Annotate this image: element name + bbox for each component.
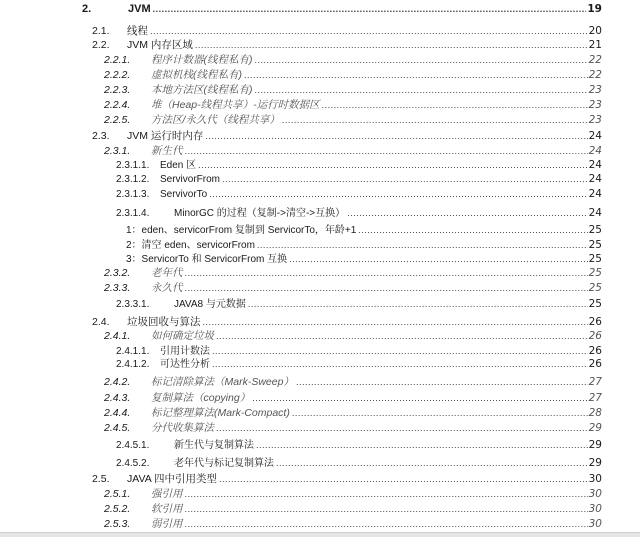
toc-entry-title: 1：eden、servicorFrom 复制到 ServicorTo，年龄+1 <box>126 225 357 236</box>
toc-entry[interactable] <box>104 391 602 405</box>
toc-entry-title: 新生代与复制算法 <box>174 440 254 451</box>
toc-entry[interactable] <box>104 144 602 158</box>
toc-entry-title: 老年代与标记复制算法 <box>174 458 274 469</box>
toc-entry[interactable] <box>104 68 602 82</box>
toc-entry-title: 虚拟机栈(线程私有) <box>151 69 242 81</box>
toc-entry-number: 2.5.1. <box>104 488 131 500</box>
toc-entry-page: 27 <box>588 392 602 404</box>
toc-entry-page: 21 <box>588 39 602 51</box>
dot-leader <box>276 456 588 470</box>
toc-entry-page: 24 <box>588 145 602 157</box>
toc-entry-number: 2.3.3. <box>104 282 131 294</box>
toc-entry-page: 30 <box>588 518 602 530</box>
toc-entry-page: 22 <box>588 69 602 81</box>
toc-entry-page: 25 <box>588 224 602 236</box>
toc-entry[interactable] <box>104 53 602 67</box>
toc-entry-title: 弱引用 <box>151 518 183 530</box>
toc-entry[interactable] <box>104 406 602 420</box>
toc-entry-page: 24 <box>588 159 602 171</box>
toc-entry-page: 25 <box>588 267 602 279</box>
toc-entry-title: 2：清空 eden、servicorFrom <box>126 240 255 251</box>
dot-leader <box>248 297 588 311</box>
toc-entry[interactable] <box>116 158 602 173</box>
toc-entry-number: 2.4.3. <box>104 392 131 404</box>
toc-entry[interactable] <box>126 223 602 238</box>
toc-entry-page: 28 <box>588 407 602 419</box>
dot-leader <box>185 281 588 295</box>
toc-entry-title: 可达性分析 <box>160 359 210 370</box>
toc-entry-page: 22 <box>588 54 602 66</box>
toc-entry-title: 标记整理算法(Mark-Compact) <box>151 407 290 419</box>
toc-entry[interactable] <box>116 187 602 202</box>
toc-entry-number: 2.3.1.3. <box>116 189 150 200</box>
toc-entry-number: 2.2.4. <box>104 99 131 111</box>
toc-entry[interactable] <box>92 472 602 486</box>
toc-entry-title: Eden 区 <box>160 160 197 171</box>
toc-entry-page: 29 <box>588 439 602 451</box>
toc-entry[interactable] <box>126 252 602 267</box>
dot-leader <box>205 129 587 143</box>
toc-entry[interactable] <box>104 421 602 435</box>
toc-entry-title: 本地方法区(线程私有) <box>151 84 253 96</box>
toc-entry-title: 堆（Heap-线程共享）-运行时数据区 <box>151 99 320 111</box>
toc-entry-number: 2. <box>82 3 92 15</box>
page-bottom-edge <box>0 532 640 537</box>
toc-entry-number: 2.3.3.1. <box>116 299 150 310</box>
toc-entry[interactable] <box>104 281 602 295</box>
toc-entry-number: 2.2. <box>92 39 110 51</box>
dot-leader <box>185 487 588 501</box>
toc-entry-page: 19 <box>587 3 602 15</box>
toc-entry-page: 20 <box>588 25 602 37</box>
toc-entry-number: 2.3.1.4. <box>116 208 150 219</box>
toc-entry-title: 程序计数器(线程私有) <box>151 54 253 66</box>
toc-entry-title: 分代收集算法 <box>151 422 214 434</box>
toc-entry-number: 2.2.5. <box>104 114 131 126</box>
dot-leader <box>296 375 588 389</box>
toc-entry-title: 永久代 <box>151 282 183 294</box>
dot-leader <box>185 266 588 280</box>
toc-entry[interactable] <box>126 238 602 253</box>
toc-entry-title: JVM 运行时内存 <box>127 130 204 142</box>
toc-entry[interactable] <box>104 502 602 516</box>
toc-entry-number: 2.5.2. <box>104 503 131 515</box>
toc-entry-number: 2.3.1.1. <box>116 160 150 171</box>
toc-entry-number: 2.4. <box>92 316 110 328</box>
toc-entry-number: 2.4.1.2. <box>116 359 150 370</box>
toc-entry[interactable] <box>82 2 602 16</box>
toc-entry-page: 25 <box>588 253 602 265</box>
toc-entry-page: 23 <box>588 99 602 111</box>
toc-entry-title: 垃圾回收与算法 <box>127 316 201 328</box>
dot-leader <box>185 502 588 516</box>
toc-entry-number: 2.1. <box>92 25 110 37</box>
toc-entry-number: 2.3.1. <box>104 145 131 157</box>
toc-entry[interactable] <box>104 517 602 531</box>
dot-leader <box>185 144 588 158</box>
toc-entry-title: MinorGC 的过程（复制->清空->互换） <box>174 208 346 219</box>
toc-entry-page: 30 <box>588 503 602 515</box>
dot-leader <box>212 344 588 358</box>
toc-entry-page: 26 <box>588 330 602 342</box>
dot-leader <box>289 252 587 266</box>
dot-leader <box>252 391 587 405</box>
toc-entry[interactable] <box>116 297 602 312</box>
toc-entry-title: 线程 <box>127 25 148 37</box>
dot-leader <box>209 187 587 201</box>
toc-entry-page: 25 <box>588 282 602 294</box>
toc-entry-title: ServivorTo <box>160 189 208 200</box>
toc-entry-title: 复制算法（copying） <box>151 392 251 404</box>
toc-entry-number: 2.5. <box>92 473 110 485</box>
toc-entry-title: 强引用 <box>151 488 183 500</box>
toc-entry-page: 27 <box>588 376 602 388</box>
toc-entry-page: 24 <box>588 130 602 142</box>
toc-entry-number: 2.4.1.1. <box>116 346 150 357</box>
dot-leader <box>257 238 588 252</box>
toc-entry[interactable] <box>104 113 602 127</box>
dot-leader <box>244 68 588 82</box>
toc-entry-page: 30 <box>588 473 602 485</box>
toc-entry[interactable] <box>104 98 602 112</box>
toc-entry-number: 2.3.1.2. <box>116 174 150 185</box>
toc-entry-number: 2.4.4. <box>104 407 131 419</box>
toc-entry[interactable] <box>104 375 602 389</box>
toc-entry-number: 2.3. <box>92 130 110 142</box>
toc-entry[interactable] <box>104 266 602 280</box>
toc-entry-page: 24 <box>588 173 602 185</box>
toc-entry-number: 2.3.2. <box>104 267 131 279</box>
toc-entry-title: 方法区/永久代（线程共享） <box>151 114 280 126</box>
toc-entry-title: JAVA 四中引用类型 <box>127 473 218 485</box>
toc-entry-title: 引用计数法 <box>160 346 210 357</box>
toc-entry-number: 2.4.2. <box>104 376 131 388</box>
toc-entry-title: 如何确定垃圾 <box>151 330 214 342</box>
toc-entry-title: 3：ServicorTo 和 ServicorFrom 互换 <box>126 254 288 265</box>
dot-leader <box>216 329 588 343</box>
toc-entry-page: 25 <box>588 298 602 310</box>
toc-entry-number: 2.2.2. <box>104 69 131 81</box>
toc-entry-page: 30 <box>588 488 602 500</box>
toc-entry-page: 24 <box>588 188 602 200</box>
dot-leader <box>150 24 588 38</box>
toc-entry-title: ServivorFrom <box>160 174 221 185</box>
toc-entry[interactable] <box>104 329 602 343</box>
dot-leader <box>219 472 588 486</box>
toc-entry[interactable] <box>116 206 602 221</box>
toc-entry-title: 新生代 <box>151 145 183 157</box>
toc-entry-number: 2.4.1. <box>104 330 131 342</box>
toc-entry-title: JAVA8 与元数据 <box>174 299 246 310</box>
toc-entry[interactable] <box>104 487 602 501</box>
toc-entry-number: 2.4.5.1. <box>116 440 150 451</box>
toc-entry-page: 26 <box>588 345 602 357</box>
dot-leader <box>347 206 588 220</box>
toc-entry-page: 26 <box>588 358 602 370</box>
toc-entry-title: JVM <box>128 3 151 15</box>
dot-leader <box>198 158 587 172</box>
dot-leader <box>255 83 588 97</box>
toc-entry-page: 26 <box>588 316 602 328</box>
dot-leader <box>153 2 587 16</box>
dot-leader <box>195 38 588 52</box>
dot-leader <box>256 438 588 452</box>
toc-entry-page: 25 <box>588 239 602 251</box>
toc-entry[interactable] <box>92 315 602 329</box>
dot-leader <box>203 315 588 329</box>
toc-entry-number: 2.5.3. <box>104 518 131 530</box>
toc-entry[interactable] <box>116 456 602 471</box>
toc-entry-page: 29 <box>588 457 602 469</box>
toc-entry-title: 老年代 <box>151 267 183 279</box>
toc-entry-page: 29 <box>588 422 602 434</box>
toc-entry[interactable] <box>116 438 602 453</box>
dot-leader <box>185 517 588 531</box>
toc-entry[interactable] <box>116 172 602 187</box>
dot-leader <box>358 223 587 237</box>
toc-entry[interactable] <box>104 83 602 97</box>
dot-leader <box>292 406 588 420</box>
toc-entry[interactable] <box>92 38 602 52</box>
dot-leader <box>282 113 588 127</box>
toc-entry-number: 2.4.5. <box>104 422 131 434</box>
toc-entry[interactable] <box>92 24 602 38</box>
toc-entry-page: 24 <box>588 207 602 219</box>
toc-entry-title: 软引用 <box>151 503 183 515</box>
toc-entry-number: 2.2.3. <box>104 84 131 96</box>
toc-entry-number: 2.4.5.2. <box>116 458 150 469</box>
toc-entry-title: JVM 内存区域 <box>127 39 193 51</box>
dot-leader <box>216 421 588 435</box>
toc-entry-number: 2.2.1. <box>104 54 131 66</box>
toc-entry[interactable] <box>92 129 602 143</box>
toc-entry-page: 23 <box>588 114 602 126</box>
toc-entry-page: 23 <box>588 84 602 96</box>
dot-leader <box>222 172 588 186</box>
toc-entry-title: 标记清除算法（Mark-Sweep） <box>151 376 294 388</box>
dot-leader <box>255 53 588 67</box>
dot-leader <box>322 98 588 112</box>
dot-leader <box>212 357 588 371</box>
toc-entry[interactable] <box>116 357 602 372</box>
